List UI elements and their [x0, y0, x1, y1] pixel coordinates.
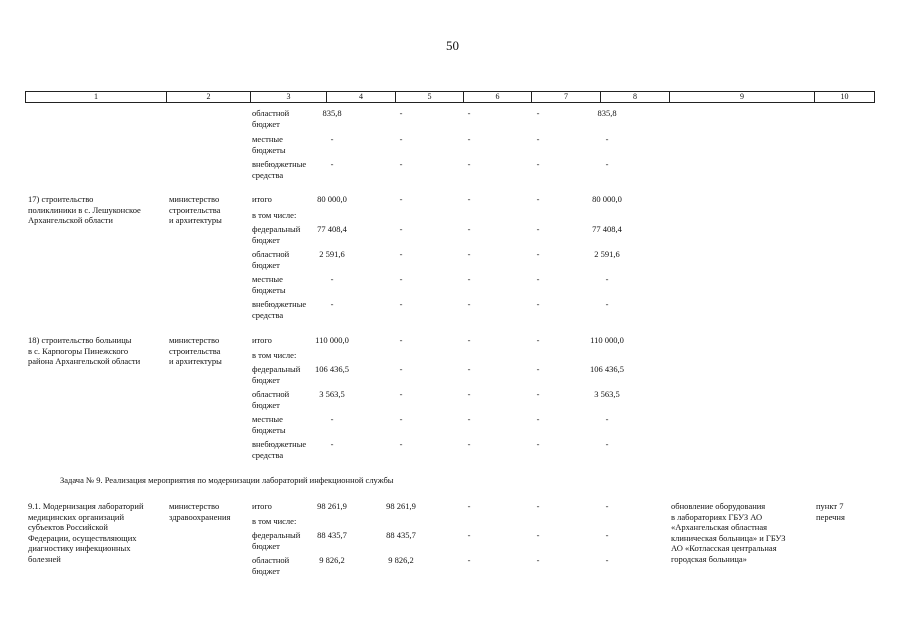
- budget-value-c6: -: [467, 501, 471, 511]
- budget-value-c6: -: [467, 530, 471, 540]
- budget-value-c6: -: [467, 274, 471, 284]
- budget-value-c8: -: [605, 159, 609, 169]
- header-col-6: 6: [464, 92, 532, 102]
- header-col-9: 9: [670, 92, 815, 102]
- budget-value-c4: 110 000,0: [315, 335, 349, 345]
- budget-value-c5: -: [399, 439, 403, 449]
- header-col-10: 10: [840, 92, 849, 101]
- budget-value-c4: 106 436,5: [315, 364, 349, 374]
- budget-value-c4: 77 408,4: [317, 224, 347, 234]
- budget-value-c5: -: [399, 335, 403, 345]
- budget-value-c7: -: [536, 530, 540, 540]
- budget-value-c5: -: [399, 134, 403, 144]
- budget-value-c7: -: [536, 439, 540, 449]
- budget-value-c4: -: [330, 134, 334, 144]
- budget-row-label: областной бюджет: [252, 249, 290, 270]
- budget-value-c6: -: [467, 335, 471, 345]
- budget-row-label: областной бюджет: [252, 555, 290, 576]
- header-col-5: 5: [396, 92, 464, 102]
- budget-value-c7: -: [536, 134, 540, 144]
- budget-value-c5: -: [399, 274, 403, 284]
- budget-row-label: областной бюджет: [252, 389, 290, 410]
- header-col-7: 7: [532, 92, 601, 102]
- item-17-org: министерство строительства и архитектуры: [169, 194, 222, 225]
- budget-value-c8: 106 436,5: [590, 364, 624, 374]
- budget-value-c7: -: [536, 108, 540, 118]
- budget-value-c7: -: [536, 364, 540, 374]
- budget-row-label: федеральный бюджет: [252, 224, 301, 245]
- budget-value-c8: 80 000,0: [592, 194, 622, 204]
- budget-value-c4: -: [330, 159, 334, 169]
- budget-row-label: итого: [252, 194, 272, 204]
- budget-value-c5: -: [399, 414, 403, 424]
- budget-value-c7: -: [536, 299, 540, 309]
- budget-row-label: итого: [252, 501, 272, 511]
- budget-value-c6: -: [467, 159, 471, 169]
- item-17-name: 17) строительство поликлиники в с. Лешуконское Архангельской области: [28, 194, 141, 225]
- budget-row-label: в том числе:: [252, 350, 297, 360]
- budget-value-c8: -: [605, 439, 609, 449]
- budget-value-c6: -: [467, 439, 471, 449]
- budget-value-c8: -: [605, 134, 609, 144]
- budget-value-c6: -: [467, 134, 471, 144]
- budget-value-c5: -: [399, 364, 403, 374]
- budget-value-c8: 3 563,5: [594, 389, 620, 399]
- budget-value-c8: 77 408,4: [592, 224, 622, 234]
- budget-value-c4: -: [330, 299, 334, 309]
- budget-row-label: областной бюджет: [252, 108, 290, 129]
- budget-value-c7: -: [536, 224, 540, 234]
- budget-value-c8: -: [605, 414, 609, 424]
- budget-row-label: внебюджетные средства: [252, 159, 307, 180]
- budget-row-label: внебюджетные средства: [252, 439, 307, 460]
- budget-value-c6: -: [467, 555, 471, 565]
- budget-row-label: внебюджетные средства: [252, 299, 307, 320]
- budget-value-c8: 2 591,6: [594, 249, 620, 259]
- budget-value-c7: -: [536, 501, 540, 511]
- budget-row-label: местные бюджеты: [252, 414, 286, 435]
- budget-value-c8: 110 000,0: [590, 335, 624, 345]
- budget-value-c4: 98 261,9: [317, 501, 347, 511]
- item-9-1-org: министерство здравоохранения: [169, 501, 231, 522]
- item-18-name: 18) строительство больницы в с. Карпогоры Пинежского района Архангельской области: [28, 335, 141, 366]
- budget-value-c4: 835,8: [322, 108, 342, 118]
- budget-value-c7: -: [536, 414, 540, 424]
- budget-value-c4: -: [330, 414, 334, 424]
- section-title: Задача № 9. Реализация мероприятия по модернизации лабораторий инфекционной службы: [60, 475, 394, 485]
- header-col-8: 8: [601, 92, 670, 102]
- budget-row-label: федеральный бюджет: [252, 530, 301, 551]
- header-col-1: 1: [26, 92, 167, 102]
- budget-value-c5: -: [399, 224, 403, 234]
- header-col-4: 4: [327, 92, 396, 102]
- budget-value-c7: -: [536, 159, 540, 169]
- budget-value-c6: -: [467, 194, 471, 204]
- budget-row-label: местные бюджеты: [252, 134, 286, 155]
- budget-value-c6: -: [467, 249, 471, 259]
- budget-value-c5: -: [399, 159, 403, 169]
- budget-value-c6: -: [467, 364, 471, 374]
- budget-value-c4: 88 435,7: [317, 530, 347, 540]
- budget-value-c7: -: [536, 389, 540, 399]
- budget-row-label: в том числе:: [252, 210, 297, 220]
- item-9-1-ref: пункт 7 перечня: [816, 501, 845, 522]
- budget-value-c5: 9 826,2: [388, 555, 414, 565]
- budget-value-c5: 98 261,9: [386, 501, 416, 511]
- page-number: 50: [446, 38, 459, 53]
- budget-value-c8: -: [605, 555, 609, 565]
- item-9-1-name: 9.1. Модернизация лабораторий медицинских организаций субъектов Российской Федерации, осуществляющих диагностику инфекционных болезней: [28, 501, 144, 564]
- budget-value-c8: -: [605, 274, 609, 284]
- budget-value-c5: -: [399, 389, 403, 399]
- budget-row-label: в том числе:: [252, 516, 297, 526]
- budget-value-c8: -: [605, 501, 609, 511]
- header-col-3: 3: [251, 92, 327, 102]
- budget-value-c4: -: [330, 439, 334, 449]
- budget-value-c4: 80 000,0: [317, 194, 347, 204]
- budget-value-c5: -: [399, 299, 403, 309]
- budget-value-c5: -: [399, 194, 403, 204]
- budget-row-label: местные бюджеты: [252, 274, 286, 295]
- budget-value-c6: -: [467, 414, 471, 424]
- budget-value-c4: 2 591,6: [319, 249, 345, 259]
- budget-row-label: федеральный бюджет: [252, 364, 301, 385]
- budget-value-c4: 9 826,2: [319, 555, 345, 565]
- budget-value-c4: -: [330, 274, 334, 284]
- budget-value-c6: -: [467, 224, 471, 234]
- budget-value-c5: -: [399, 249, 403, 259]
- budget-value-c8: -: [605, 530, 609, 540]
- budget-value-c8: 835,8: [597, 108, 617, 118]
- budget-value-c5: 88 435,7: [386, 530, 416, 540]
- header-col-2: 2: [167, 92, 251, 102]
- budget-value-c5: -: [399, 108, 403, 118]
- budget-row-label: итого: [252, 335, 272, 345]
- item-9-1-result: обновление оборудования в лабораториях ГБУЗ АО «Архангельская областная клиническая больница» и ГБУЗ АО «Котласская центральная городская больница»: [671, 501, 786, 564]
- budget-value-c7: -: [536, 249, 540, 259]
- budget-value-c6: -: [467, 389, 471, 399]
- budget-value-c6: -: [467, 299, 471, 309]
- budget-value-c4: 3 563,5: [319, 389, 345, 399]
- item-18-org: министерство строительства и архитектуры: [169, 335, 222, 366]
- budget-value-c7: -: [536, 194, 540, 204]
- budget-value-c8: -: [605, 299, 609, 309]
- budget-value-c7: -: [536, 335, 540, 345]
- budget-value-c7: -: [536, 274, 540, 284]
- budget-value-c7: -: [536, 555, 540, 565]
- budget-value-c6: -: [467, 108, 471, 118]
